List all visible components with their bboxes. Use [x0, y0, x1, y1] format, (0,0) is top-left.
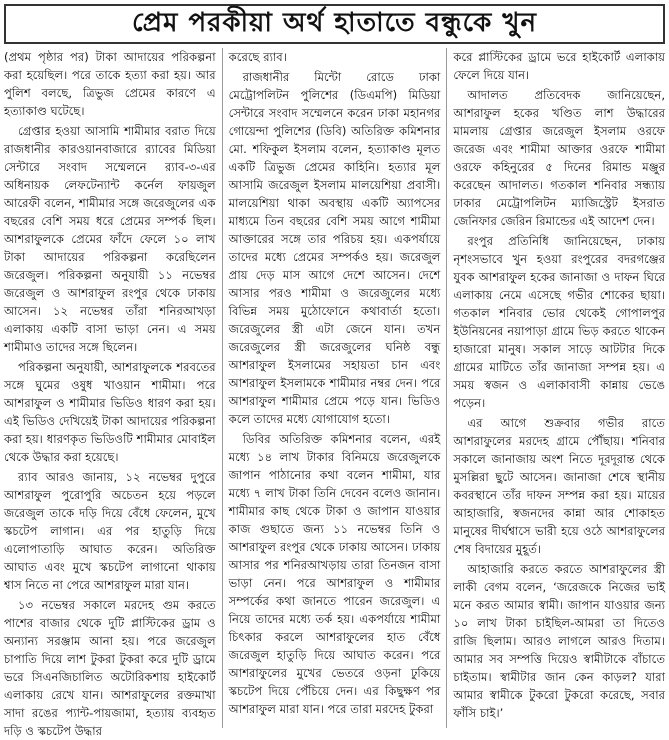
paragraph: রাজধানীর মিন্টো রোডে ঢাকা মেট্রোপলিটন পুলিশের (ডিএমপি) মিডিয়া সেন্টারে সংবাদ সম্মেলনে করেন ঢাকা মহানগর গোয়েন্দা পুলিশের (ডিবি) অতিরিক্ত কমিশনার মো. শফিকুল ইসলাম বলেন, হত্যাকাণ্ড মূলত একটি ত্রিভুজ প্রেমের কাহিনি। হত্যার মূল আসামি জরেজুল ইসলাম মালয়েশিয়া প্রবাসী। মালয়েশিয়া থাকা অবস্থায় একটি অ্যাপসের মাধ্যমে তিন বছরের বেশি সময় আগে শামীমা আক্তারের সঙ্গে তার পরিচয় হয়। একপর্যায়ে তাদের মধ্যে প্রেমের সম্পর্কও হয়। জরেজুল প্রায় দেড় মাস আগে দেশে আসেন। দেশে আসার পরও শামীমা ও জরেজুলের মধ্যে বিভিন্ন সময় মুঠোফোনে কথাবার্তা হতো। জরেজুলের স্ত্রী এটা জেনে যান। তখন জরেজুলের স্ত্রী জরেজুলের ঘনিষ্ঠ বন্ধু আশরাফুল ইসলামের সহায়তা চান এবং আশরাফুল ইসলামকে শামীমার নম্বর দেন। পরে আশরাফুল শামীমার প্রেমে পড়ে যান। ভিডিও কলে তাদের মধ্যে যোগাযোগ হতো। — [228, 70, 441, 426]
column-divider — [222, 48, 223, 728]
paragraph: ডিবির অতিরিক্ত কমিশনার বলেন, এরই মধ্যে ১৪ লাখ টাকার বিনিময়ে জরেজুলকে জাপান পাঠানোর কথা বলেন শামীমা, যার মধ্যে ৭ লাখ টাকা তিনি দেবেন বলেও জানান। শামীমার কাছ থেকে টাকা ও জাপান যাওয়ার কাজ গুছাতে জন্য ১১ নভেম্বর তিনি ও আশরাফুল রংপুর থেকে ঢাকায় আসেন। ঢাকায় আসার পর শনিরআখড়ায় তারা তিনজন বাসা ভাড়া নেন। পরে আশরাফুল ও শামীমার সম্পর্কের কথা জানতে পারেন জরেজুল। এ নিয়ে তাদের মধ্যে তর্ক হয়। একপর্যায়ে শামীমা চিৎকার করলে আশরাফুলের হাত বেঁধে জরেজুল হাতুড়ি দিয়ে আঘাত করেন। পরে আশরাফুলের মুখের ভেতরে ওড়না ঢুকিয়ে স্কচটেপ দিয়ে পেঁচিয়ে দেন। এর কিছুক্ষণ পর আশরাফুল মারা যান। পরে তারা মরদেহ টুকরা — [228, 432, 441, 716]
paragraph: ১৩ নভেম্বর সকালে মরদেহ গুম করতে পাশের বাজার থেকে দুটি প্লাস্টিকের ড্রাম ও অন্যান্য সরঞ্জাম আনা হয়। পরে জরেজুল চাপাতি দিয়ে লাশ টুকরা টুকরা করে দুটি ড্রামে ভরে সিএনজিচালিত অটোরিকশায় হাইকোর্ট এলাকায় রেখে যান। আশরাফুলের রক্তমাখা সাদা রঙের প্যান্ট-পায়জামা, হত্যায় ব্যবহৃত দড়ি ও স্কচটেপ উদ্ধার — [4, 598, 216, 738]
headline-box — [4, 4, 665, 44]
column-3 — [453, 48, 665, 728]
paragraph: করে প্লাস্টিকের ড্রামে ভরে হাইকোর্ট এলাকায় ফেলে দিয়ে যান। — [453, 50, 666, 82]
column-2 — [229, 48, 441, 728]
article-columns — [4, 48, 666, 738]
paragraph: আহাজারি করতে করতে আশরাফুলের স্ত্রী লাকী বেগম বলেন, ‘জরেজকে নিজের ভাই মনে করত আমার স্বামী। জাপান যাওয়ার জন্য ১০ লাখ টাকা চাইছিল-আমরা তা দিতেও রাজি ছিলাম। আরও লাগলে আরও দিতাম। আমার সব সম্পত্তি দিয়েও স্বামীটাকে বাঁচাতে চাইতাম। স্বামীটার জান কেন কাড়ল? যারা আমার স্বামীকে টুকরো টুকরো করেছে, সবার ফাঁসি চাই।’ — [453, 562, 666, 720]
paragraph: পরিকল্পনা অনুযায়ী, আশরাফুলকে শরবতের সঙ্গে ঘুমের ওষুধ খাওয়ান শামীমা। পরে আশরাফুল ও শামীমার ভিডিও ধারণ করা হয়। এই ভিডিও দেখিয়েই টাকা আদায়ের পরিকল্পনা করা হয়। ধারণকৃত ভিডিওটি শামীমার মোবাইল থেকে উদ্ধার করা হয়েছে। — [4, 360, 216, 464]
paragraph: গ্রেপ্তার হওয়া আসামি শামীমার বরাত দিয়ে রাজধানীর কারওয়ানবাজারে র‍্যাবের মিডিয়া সেন্টারে সংবাদ সম্মেলনে র‍্যাব-৩-এর অধিনায়ক লেফটেন্যান্ট কর্নেল ফায়জুল আরেফী বলেন, শামীমার সঙ্গে জরেজুলের এক বছরের বেশি সময় ধরে প্রেমের সম্পর্ক ছিল। আশরাফুলকে প্রেমের ফাঁদে ফেলে ১০ লাখ টাকা আদায়ের পরিকল্পনা করেছিলেন জরেজুল। পরিকল্পনা অনুযায়ী ১১ নভেম্বর জরেজুল ও আশরাফুল রংপুর থেকে ঢাকায় আসেন। ১২ নভেম্বর তাঁরা শনিরআখড়া এলাকায় একটি বাসা ভাড়া নেন। এ সময় শামীমাও তাদের সঙ্গে ছিলেন। — [4, 124, 216, 354]
paragraph: রংপুর প্রতিনিধি জানিয়েছেন, ঢাকায় নৃশংসভাবে খুন হওয়া রংপুরের বদরগঞ্জের যুবক আশরাফুল হকের জানাজা ও দাফন ঘিরে এলাকায় নেমে এসেছে গভীর শোকের ছায়া। গতকাল শনিবার ভোর থেকেই গোপালপুর ইউনিয়নের নয়াপাড়া গ্রামে ভিড় করতে থাকেন হাজারো মানুষ। সকাল সাড়ে আটটার দিকে গ্রামের মাটিতে তাঁর জানাজা সম্পন্ন হয়। এ সময় স্বজন ও এলাকাবাসী কান্নায় ভেঙে পড়েন। — [453, 234, 666, 410]
column-divider — [446, 48, 447, 728]
headline: প্রেম পরকীয়া অর্থ হাতাতে বন্ধুকে খুন — [132, 8, 537, 38]
paragraph: করেছে র‍্যাব। — [228, 50, 287, 64]
column-1 — [4, 48, 216, 738]
paragraph: এর আগে শুক্রবার গভীর রাতে আশরাফুলের মরদেহ গ্রামে পৌঁছায়। শনিবার সকালে জানাজায় অংশ নিতে দূরদূরান্ত থেকে মুসল্লিরা ছুটে আসেন। জানাজা শেষে স্থানীয় কবরস্থানে তাঁর দাফন সম্পন্ন করা হয়। মায়ের আহাজারি, স্বজনদের কান্না আর শোকাহত মানুষের দীর্ঘশ্বাসে ভারী হয়ে ওঠে আশরাফুলের শেষ বিদায়ের মুহূর্ত। — [453, 416, 666, 556]
paragraph: (প্রথম পৃষ্ঠার পর) টাকা আদায়ের পরিকল্পনা করা হয়েছিল। পরে তাকে হত্যা করা হয়। আর পুলিশ বলছে, ত্রিভুজ প্রেমের কারণে এ হত্যাকাণ্ড ঘটেছে। — [4, 50, 216, 118]
paragraph: আদালত প্রতিবেদক জানিয়েছেন, আশরাফুল হকের খণ্ডিত লাশ উদ্ধারের মামলায় গ্রেপ্তার জরেজুল ইসলাম ওরফে জরেজ এবং শামীমা আক্তার ওরফে শামীমা ওরফে কহিনুরের ৫ দিনের রিমান্ড মঞ্জুর করেছেন আদালত। গতকাল শনিবার সন্ধ্যায় ঢাকার মেট্রোপলিটন ম্যাজিস্ট্রেট ইসরাত জেনিফার জেরিন রিমান্ডের এই আদেশ দেন। — [453, 88, 666, 228]
paragraph: র‍্যাব আরও জানায়, ১২ নভেম্বর দুপুরে আশরাফুল পুরোপুরি অচেতন হয়ে পড়লে জরেজুল তাকে দড়ি দিয়ে বেঁধে ফেলেন, মুখে স্কচটেপ লাগান। এর পর হাতুড়ি দিয়ে এলোপাতাড়ি আঘাত করেন। অতিরিক্ত আঘাত এবং মুখে স্কচটেপ লাগানো থাকায় শ্বাস নিতে না পেরে আশরাফুল মারা যান। — [4, 470, 216, 592]
